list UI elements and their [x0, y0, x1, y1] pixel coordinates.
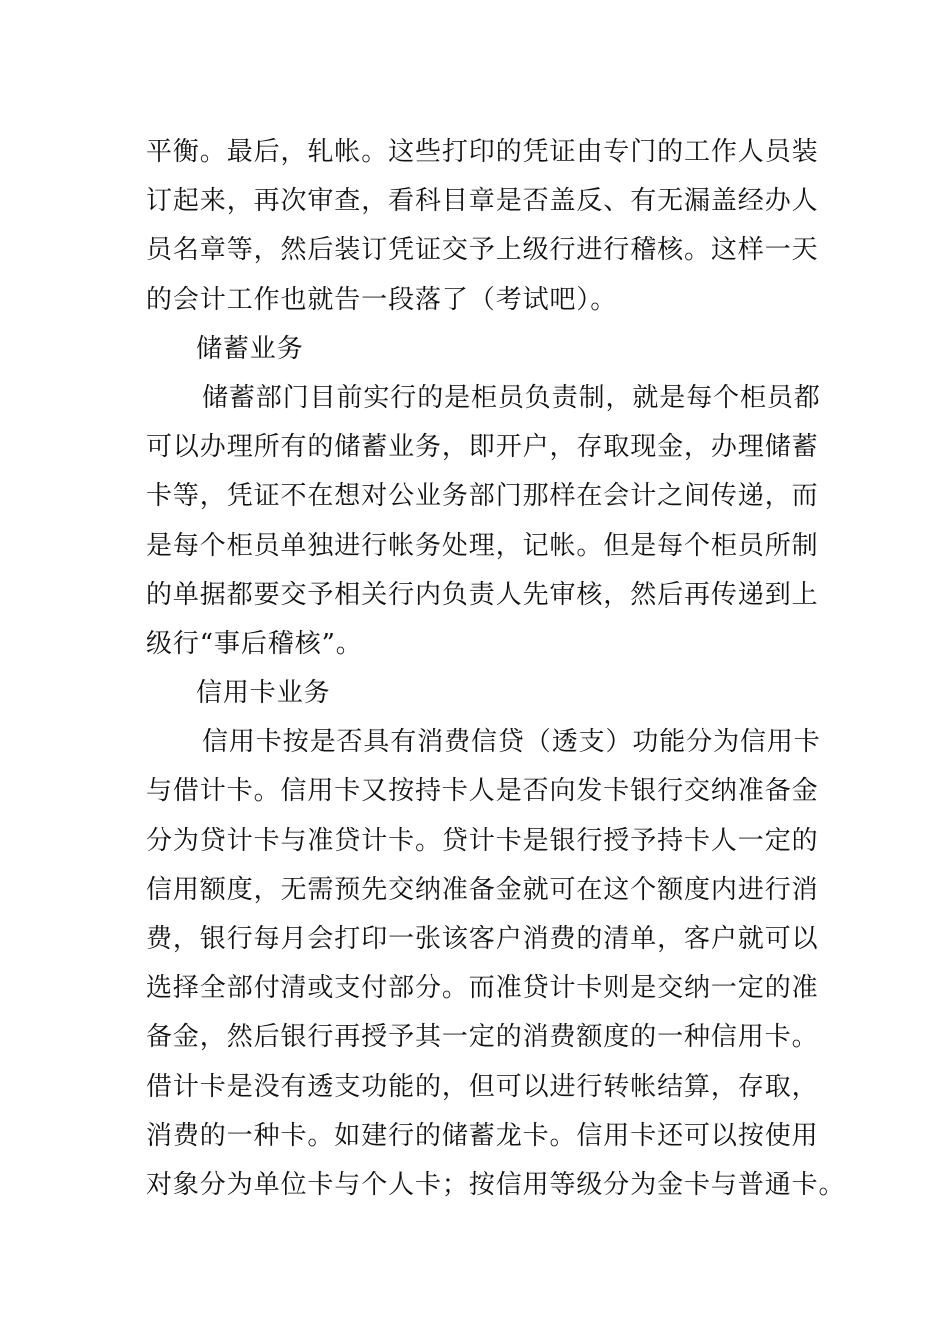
- text-line: 费，银行每月会打印一张该客户消费的清单，客户就可以: [146, 924, 819, 954]
- section-heading-savings: 储蓄业务: [196, 333, 304, 364]
- document-body: [146, 128, 846, 1210]
- text-line: 备金，然后银行再授予其一定的消费额度的一种信用卡。: [146, 1022, 819, 1053]
- section-heading-credit-card: 信用卡业务: [196, 678, 331, 709]
- text-line: 信用卡按是否具有消费信贷（透支）功能分为信用卡: [202, 727, 821, 758]
- text-line: 级行“事后稽核”。: [146, 628, 363, 659]
- text-line: 平衡。最后，轧帐。这些打印的凭证由专门的工作人员装: [146, 137, 819, 167]
- text-line: 借计卡是没有透支功能的，但可以进行转帐结算，存取，: [146, 1071, 819, 1102]
- text-line: 订起来，再次审查，看科目章是否盖反、有无漏盖经办人: [146, 186, 819, 217]
- text-line: 可以办理所有的储蓄业务，即开户，存取现金，办理储蓄: [146, 432, 819, 463]
- text-line: 是每个柜员单独进行帐务处理，记帐。但是每个柜员所制: [146, 530, 819, 561]
- text-line: 与借计卡。信用卡又按持卡人是否向发卡银行交纳准备金: [146, 776, 819, 807]
- text-line: 选择全部付清或支付部分。而准贷计卡则是交纳一定的准: [146, 973, 819, 1004]
- text-line: 卡等，凭证不在想对公业务部门那样在会计之间传递，而: [146, 481, 819, 512]
- paragraph-accounting-end: [146, 128, 819, 325]
- paragraph-credit-card: [146, 718, 846, 1210]
- text-line: 储蓄部门目前实行的是柜员负责制，就是每个柜员都: [202, 382, 821, 413]
- text-line: 员名章等，然后装订凭证交予上级行进行稽核。这样一天: [146, 235, 819, 266]
- text-line: 消费的一种卡。如建行的储蓄龙卡。信用卡还可以按使用: [146, 1120, 819, 1151]
- text-line: 的会计工作也就告一段落了（考试吧）。: [146, 284, 618, 315]
- text-line: 分为贷计卡与准贷计卡。贷计卡是银行授予持卡人一定的: [146, 825, 819, 856]
- text-line: 信用额度，无需预先交纳准备金就可在这个额度内进行消: [146, 874, 819, 905]
- paragraph-savings: [146, 374, 821, 669]
- text-line: 的单据都要交予相关行内负责人先审核，然后再传递到上: [146, 579, 819, 610]
- text-line: 对象分为单位卡与个人卡；按信用等级分为金卡与普通卡。: [146, 1169, 846, 1200]
